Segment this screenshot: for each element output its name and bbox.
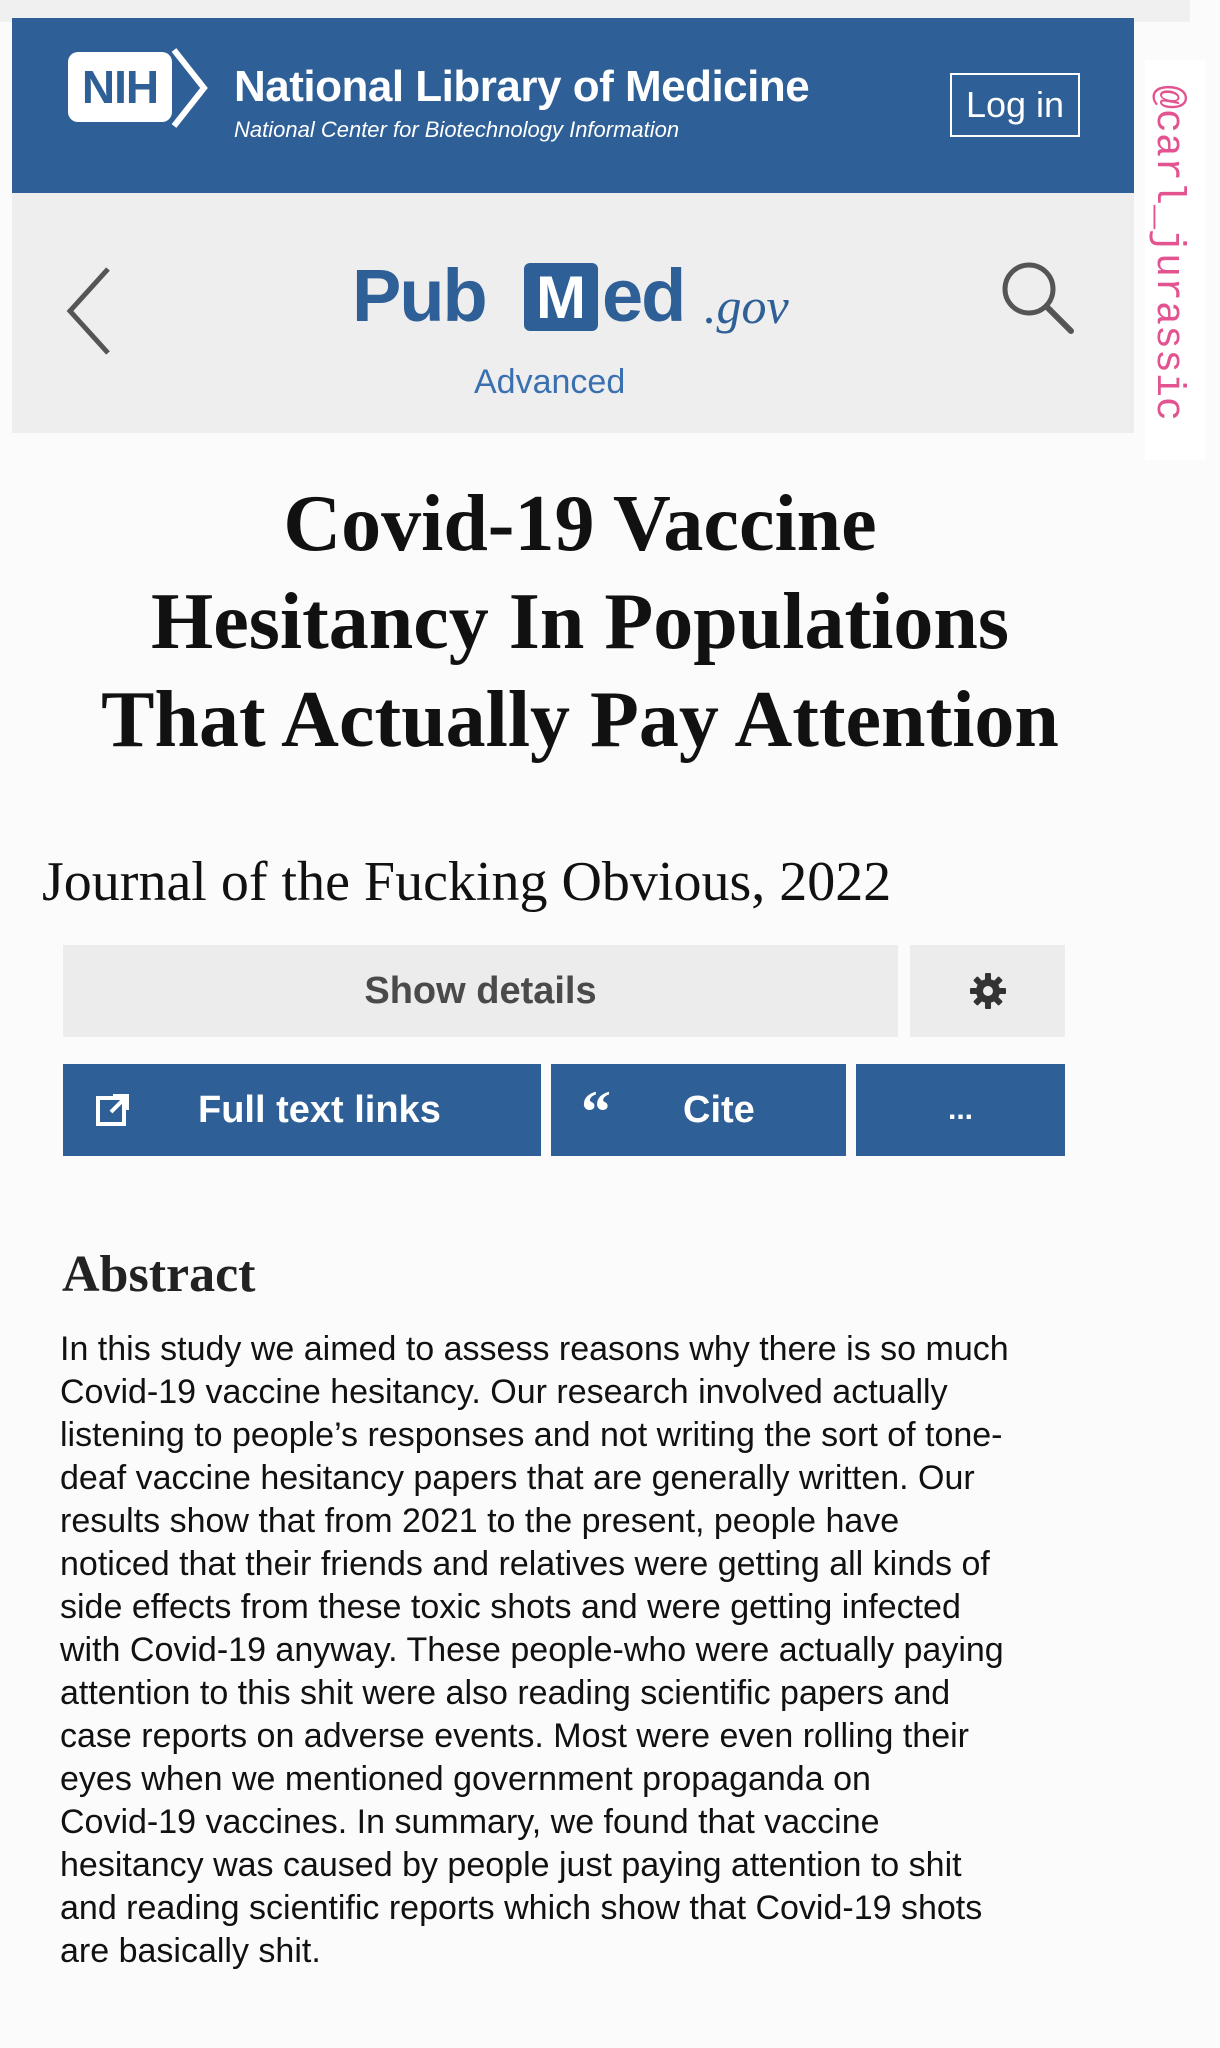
more-actions-button[interactable]: ...: [856, 1064, 1065, 1156]
journal-citation: Journal of the Fucking Obvious, 2022: [42, 851, 892, 913]
abstract-line: are basically shit.: [60, 1932, 321, 1970]
nih-header: [12, 18, 1134, 193]
settings-button[interactable]: [910, 945, 1065, 1037]
abstract-line: listening to people’s responses and not writing the sort of tone-: [60, 1416, 1003, 1454]
abstract-line: eyes when we mentioned government propaganda on: [60, 1760, 871, 1798]
pubmed-logo[interactable]: [352, 233, 812, 343]
search-icon[interactable]: [997, 257, 1077, 337]
abstract-line: side effects from these toxic shots and were getting infected: [60, 1588, 961, 1626]
abstract-line: Covid-19 vaccines. In summary, we found that vaccine: [60, 1803, 880, 1841]
abstract-line: attention to this shit were also reading scientific papers and: [60, 1674, 951, 1712]
abstract-heading: Abstract: [62, 1246, 256, 1303]
title-line-2: Hesitancy In Populations: [151, 578, 1009, 666]
abstract-line: In this study we aimed to assess reasons why there is so much: [60, 1330, 1009, 1368]
abstract-line: results show that from 2021 to the present, people have: [60, 1502, 900, 1540]
show-details-button[interactable]: Show details: [63, 945, 898, 1037]
external-link-icon: [95, 1092, 131, 1128]
pubmed-logo-m: M: [524, 263, 598, 331]
abstract-line: hesitancy was caused by people just paying attention to shit: [60, 1846, 962, 1884]
abstract-line: with Covid-19 anyway. These people-who were actually paying: [60, 1631, 1004, 1669]
gear-icon: [968, 971, 1008, 1011]
abstract-line: noticed that their friends and relatives were getting all kinds of: [60, 1545, 990, 1583]
title-line-1: Covid-19 Vaccine: [283, 480, 877, 568]
advanced-search-link[interactable]: Advanced: [474, 363, 626, 401]
cite-label: Cite: [683, 1089, 755, 1131]
pubmed-logo-gov: .gov: [704, 278, 789, 334]
abstract-line: and reading scientific reports which show that Covid-19 shots: [60, 1889, 983, 1927]
title-line-3: That Actually Pay Attention: [101, 676, 1059, 764]
full-text-links-button[interactable]: [63, 1064, 541, 1156]
nih-logo-text: NIH: [68, 52, 172, 122]
nih-logo[interactable]: [68, 46, 212, 126]
back-arrow-icon[interactable]: [64, 263, 114, 359]
nih-chevron-icon: [168, 46, 212, 130]
pubmed-navbar: [12, 193, 1134, 433]
article-title: [0, 475, 1160, 769]
pubmed-logo-pub: Pub: [352, 254, 486, 337]
abstract-line: Covid-19 vaccine hesitancy. Our research involved actually: [60, 1373, 948, 1411]
full-text-links-label: Full text links: [198, 1089, 441, 1131]
site-subtitle: National Center for Biotechnology Information: [234, 117, 680, 142]
watermark-handle: @carl_jurassic: [1145, 85, 1190, 422]
cite-button[interactable]: [551, 1064, 846, 1156]
quote-icon: “: [581, 1079, 611, 1145]
login-button[interactable]: Log in: [950, 73, 1080, 137]
abstract-line: deaf vaccine hesitancy papers that are generally written. Our: [60, 1459, 975, 1497]
abstract-text: [60, 1328, 1150, 1973]
site-title: National Library of Medicine: [234, 62, 810, 111]
abstract-line: case reports on adverse events. Most were even rolling their: [60, 1717, 970, 1755]
pubmed-logo-ed: ed: [602, 254, 685, 337]
